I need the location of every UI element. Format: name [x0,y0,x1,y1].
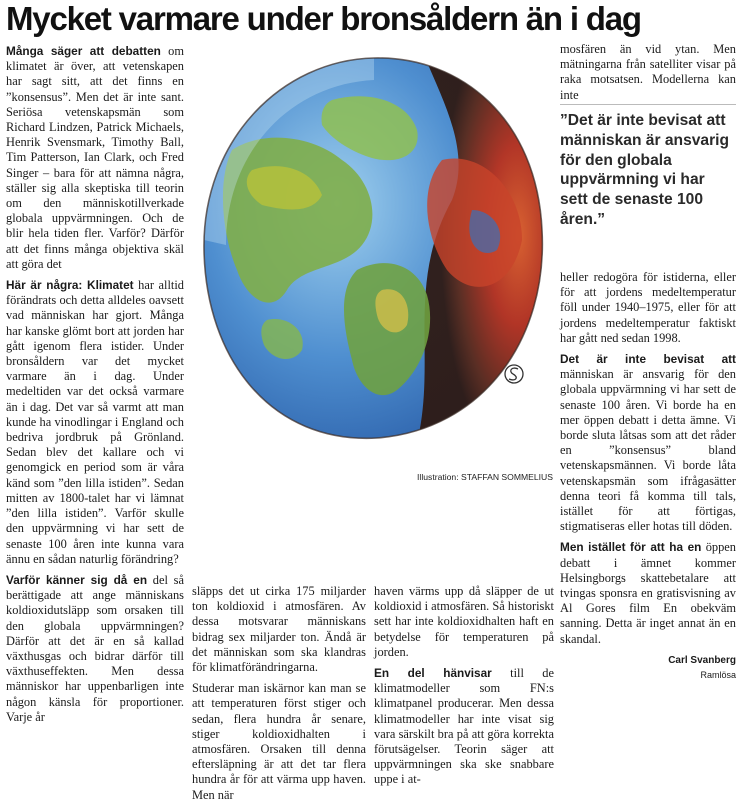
paragraph-text: har alltid förändrats och detta alldeles oavsett vad människan har gjort. Många har kanske glömt bort att jorden har gått igenom flera istider. Under bronsåldern var det mycket varmare än i dag. Under medeltiden var det också varmare än i dag. Det var så varmt att man kunde ha vinodlingar i England och bedriva jordbruk på Grönland. Sedan blev det kallare och vi genomgick en period som är våra känd som ”den lilla istiden”. Sedan mitten av 1800-talet har vi lämnat ”den lilla istiden”. Varför skulle den uppvärmning vi har sett de senaste 100 åren inte kunna vara ännu en sådan naturlig förändring? [6,278,184,566]
paragraph-text: del så berättigade att ange människans koldioxidutsläpp som orsaken till den globala uppvärmningen? Därför att det är en så kallad växthusgas och bidrar därför till växthuseffekten. Men dessa människor har uppenbarligen inte någon känsla för proportioner. Varje år [6,572,185,724]
paragraph [560,270,736,346]
lead-in: Många säger att debatten [6,44,161,58]
byline-place: Ramlösa [700,670,736,681]
paragraph [560,352,736,534]
paragraph [560,540,736,646]
article-column-1 [6,44,185,724]
paragraph-text: haven värms upp då släpper de ut koldioxid i atmosfären. Så historiskt sett har inte koldioxidhalten haft en betydelse för temperaturen på jorden. [374,584,554,659]
paragraph-text: människan är ansvarig för den globala uppvärmning vi har sett de senaste 100 åren. Vi borde ha en mer öppen debatt i detta ämne. Vi borde sluta låtsas som att det råder en ”konsensus” bland vetenskapsmännen. Vi borde låta vetenskapsmän som ifrågasätter denna teori få komma till tals, istället för att förtigas, stigmatiseras eller hotas till döden. [560,367,736,534]
lead-in: Varför känner sig då en [6,572,148,587]
paragraph-text: heller redogöra för istiderna, eller för att jordens medeltemperatur föll under 1940–1975, eller för att jordens medeltemperatur faktiskt har gått ned sedan 1998. [560,270,736,345]
lead-in: Här är några: Klimatet [6,278,134,293]
paragraph-text: öppen debatt i ämnet kommer Helsingborgs skattebetalare att tvingas sponsra en gratisvisning av Al Gores film En obekväm sanning. Detta är inget annat än en skandal. [560,540,737,646]
paragraph [6,278,184,567]
article-column-4-top [560,42,736,102]
paragraph-text: till de klimatmodeller som FN:s klimatpanel producerar. Men dessa klimatmodeller har inte visat sig vara särskilt bra på att göra korrekta förutsägelser. Teorin säger att uppvärmningen ska ske snabbare uppe i at- [374,666,554,787]
article-column-4 [560,270,737,681]
paragraph-text: Studerar man iskärnor kan man se att temperaturen först stiger och sedan, flera hundra år senare, stiger koldioxidhalten i atmosfären. Orsaken till denna eftersläpning är att det tar flera hundra år för att värma upp haven. Men när [192,681,366,802]
paragraph-text: släpps det ut cirka 175 miljarder ton koldioxid i atmosfären. Av dessa motsvarar människans bidrag sex miljarder ton. Ändå är det människan som ska klandras för klimatförändringarna. [192,584,366,675]
paragraph [374,584,554,660]
illustration-credit: Illustration: STAFFAN SOMMELIUS [417,472,553,482]
lead-in: Men istället för att ha en [560,540,702,555]
paragraph [374,666,554,788]
lead-in: En del hänvisar [374,666,492,681]
pull-quote: ”Det är inte bevisat att människan är ansvarig för den globala uppvärmning vi har sett de senaste 100 åren.” [560,104,736,271]
article-column-2 [192,584,366,802]
byline-author: Carl Svanberg [668,654,736,666]
artist-signature-icon [505,365,523,383]
paragraph [6,573,184,725]
paragraph [192,584,366,675]
headline: Mycket varmare under bronsåldern än i dag [6,0,641,37]
paragraph-text: mosfären än vid ytan. Men mätningarna från satelliter visar på raka motsatsen. Modellerna kan inte [560,42,736,102]
article-column-3 [374,584,554,787]
paragraph-text: om klimatet är över, att vetenskapen har sagt sitt, att det finns en ”konsensus”. Men det är inte sant. Seriösa vetenskapsmän som Richard Lindzen, Patrick Michaels, Henrik Svensmark, Timothy Ball, Tim Patterson, Ian Clark, och Fred Singer – bara för att nämna några, ställer sig alla skeptiska till teorin om den människotillverkade globala uppvärmningen. Och de blir hela tiden fler. Varför? Därför att det finns många objektiva skäl att göra det [6,44,184,271]
globe-illustration [192,40,554,470]
lead-in: Det är inte bevisat att [560,352,736,367]
paragraph [560,42,736,103]
paragraph [6,44,184,272]
paragraph [192,681,366,803]
